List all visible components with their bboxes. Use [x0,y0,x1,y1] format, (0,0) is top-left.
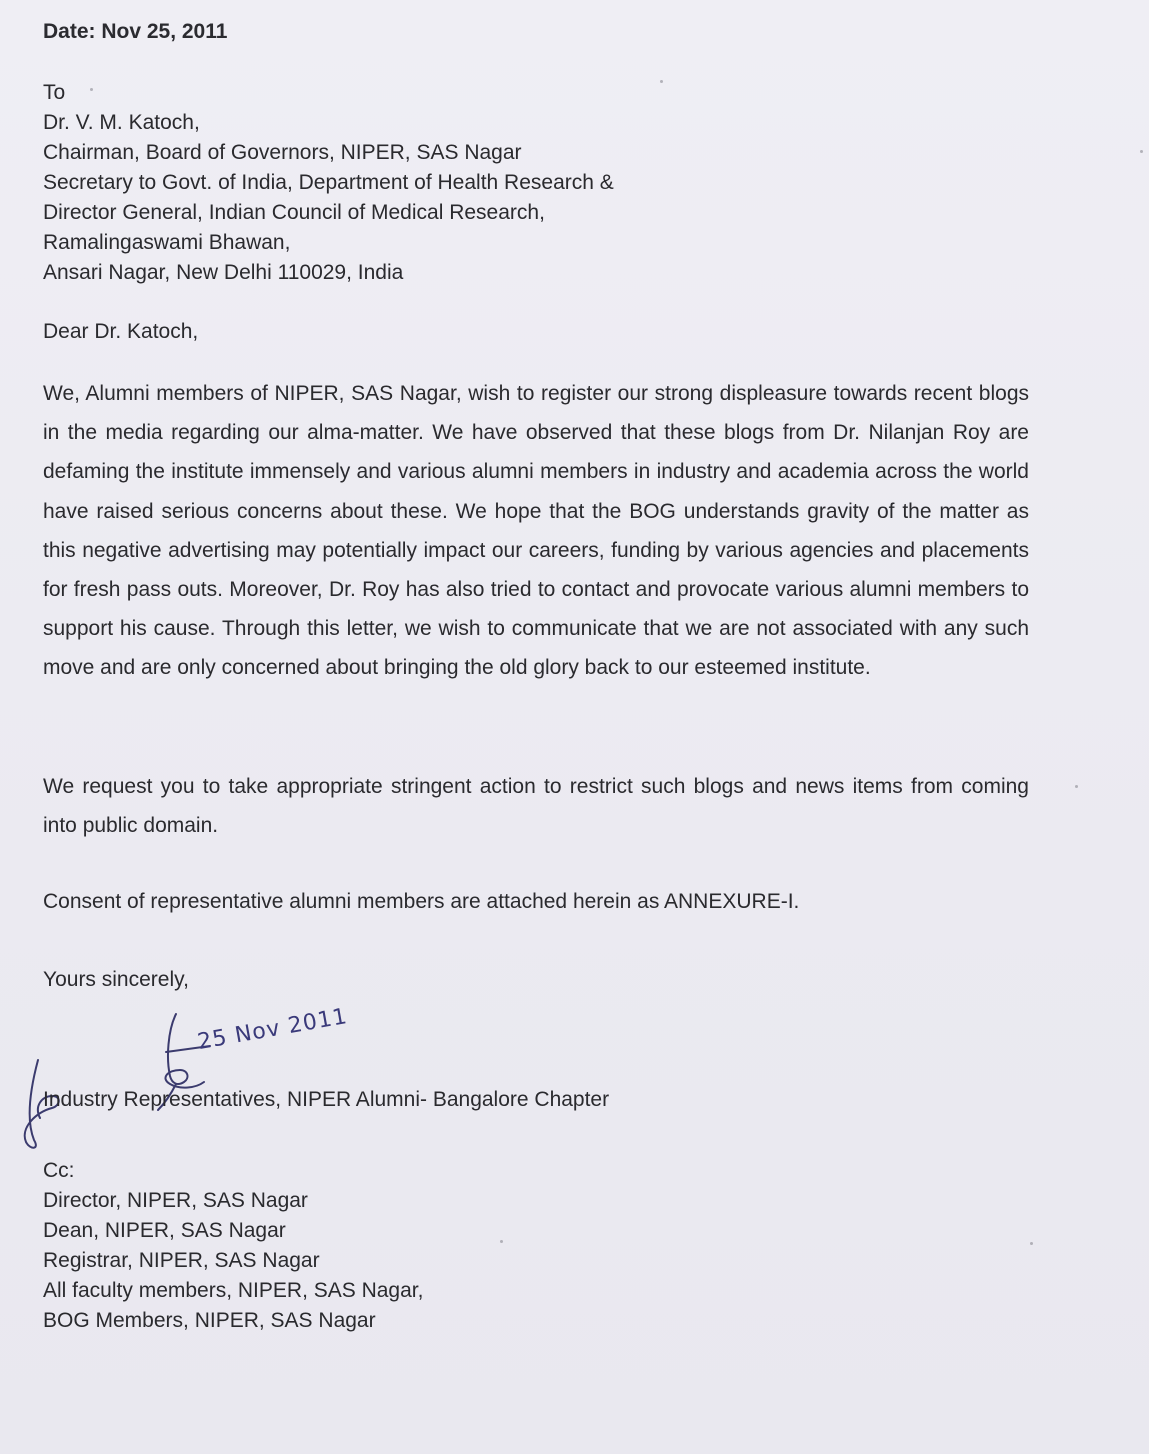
scan-speck [1030,1242,1033,1245]
cc-list [43,1156,423,1336]
cc-label: Cc: [43,1159,75,1182]
scan-speck [1075,785,1078,788]
body-paragraph: We, Alumni members of NIPER, SAS Nagar, wish to register our strong displeasure towards recent blogs in the media regarding our alma-matter. We have observed that these blogs from Dr. Nilanjan Roy are defaming the institute immensely and various alumni members in industry and academia across the world have raised serious concerns about these. We hope that the BOG understands gravity of the matter as this negative advertising may potentially impact our careers, funding by various agencies and placements for fresh pass outs. Moreover, Dr. Roy has also tried to contact and provocate various alumni members to support his cause. Through this letter, we wish to communicate that we are not associated with any such move and are only concerned about bringing the old glory back to our esteemed institute. [43,382,1029,680]
address-line: Ramalingaswami Bhawan, [43,231,291,254]
scan-speck [1140,150,1143,153]
cc-item: All faculty members, NIPER, SAS Nagar, [43,1279,424,1302]
scan-speck [660,80,663,83]
address-line: Director General, Indian Council of Medical Research, [43,201,545,224]
address-line: Chairman, Board of Governors, NIPER, SAS Nagar [43,141,522,164]
body-paragraph: Consent of representative alumni members are attached herein as ANNEXURE-I. [43,890,800,913]
handwritten-date: 25 Nov 2011 [195,1004,350,1055]
scan-speck [500,1240,503,1243]
signatory: Industry Representatives, NIPER Alumni- Bangalore Chapter [43,1088,610,1111]
recipient-address [43,78,614,288]
cc-item: Director, NIPER, SAS Nagar [43,1189,308,1212]
address-line: Ansari Nagar, New Delhi 110029, India [43,261,404,284]
scan-speck [90,88,93,91]
address-line: Dr. V. M. Katoch, [43,111,200,134]
letter-date: Date: Nov 25, 2011 [43,20,228,43]
closing: Yours sincerely, [43,968,189,991]
cc-item: Registrar, NIPER, SAS Nagar [43,1249,320,1272]
cc-item: Dean, NIPER, SAS Nagar [43,1219,286,1242]
salutation: Dear Dr. Katoch, [43,320,199,343]
address-line: Secretary to Govt. of India, Department of Health Research & [43,171,614,194]
body-paragraph: We request you to take appropriate stringent action to restrict such blogs and news items from coming into public domain. [43,775,1029,838]
cc-item: BOG Members, NIPER, SAS Nagar [43,1309,376,1332]
address-line: To [43,81,66,104]
